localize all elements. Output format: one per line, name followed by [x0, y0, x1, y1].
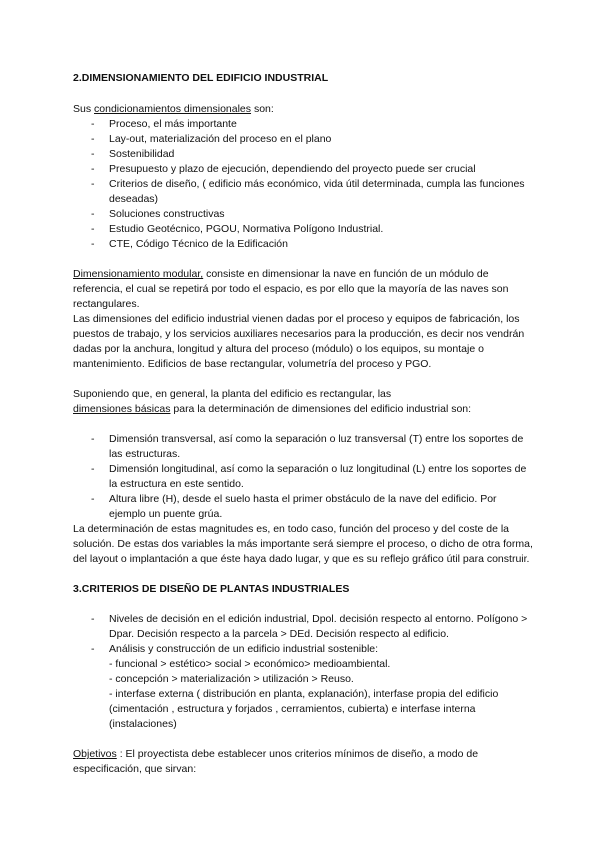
document-content — [73, 71, 533, 777]
list-item: - Soluciones constructivas — [73, 207, 533, 222]
list-item: - Proceso, el más importante — [73, 117, 533, 132]
dimensions-list — [73, 432, 533, 522]
basic-dimensions-line: Suponiendo que, en general, la planta del edificio es rectangular, las — [73, 388, 392, 400]
objectives-term: Objetivos — [73, 748, 117, 760]
criteria-list — [73, 612, 533, 732]
sustainable-heading: - Análisis y construcción de un edificio industrial sostenible: — [109, 643, 379, 655]
modular-term: Dimensionamiento modular, — [73, 268, 204, 280]
basic-dimensions-text: para la determinación de dimensiones del edificio industrial son: — [170, 403, 472, 415]
sustainable-line: - concepción > materialización > utilización > Reuso. — [109, 673, 354, 685]
section-2-title: 2.DIMENSIONAMIENTO DEL EDIFICIO INDUSTRIAL — [73, 72, 329, 84]
list-item: - Estudio Geotécnico, PGOU, Normativa Polígono Industrial. — [73, 222, 533, 237]
list-item: - CTE, Código Técnico de la Edificación — [73, 237, 533, 252]
dimensions-paragraph: Las dimensiones del edificio industrial vienen dadas por el proceso y equipos de fabricación, los puestos de trabajo, y los servicios auxiliares necesarios para la producción, es decir nos vendrán dadas por la anchura, longitud y altura del proceso (módulo) o los equipos, su montaje o mantenimiento. Edificios de base rectangular, volumetría del proceso y PGO. — [73, 313, 525, 370]
sustainable-line: - funcional > estético> social > económico> medioambiental. — [109, 658, 391, 670]
sustainable-line: - interfase externa ( distribución en planta, explanación), interfase propia del edificio (cimentación , estructura y forjados , cerramientos, cubierta) e interfase interna (instalaciones) — [109, 688, 499, 730]
conditioning-list — [73, 117, 533, 252]
list-item — [73, 642, 533, 732]
basic-dimensions-paragraph — [73, 387, 533, 417]
list-item: - Dimensión transversal, así como la separación o luz transversal (T) entre los soportes de las estructuras. — [73, 432, 533, 462]
intro-underlined: condicionamientos dimensionales — [94, 103, 252, 115]
modular-paragraph — [73, 267, 533, 312]
magnitudes-paragraph: La determinación de estas magnitudes es, en todo caso, función del proceso y del coste de la solución. De estas dos variables la más importante será siempre el proceso, o dicho de otra forma, del layout o implantación a que éste haya dado lugar, y que es su reflejo gráfico útil para construir. — [73, 523, 533, 565]
basic-dimensions-term: dimensiones básicas — [73, 403, 171, 415]
objectives-paragraph — [73, 747, 533, 777]
intro-post: son: — [251, 103, 274, 115]
conditioning-intro — [73, 102, 533, 117]
list-item: - Presupuesto y plazo de ejecución, dependiendo del proyecto puede ser crucial — [73, 162, 533, 177]
objectives-text: : El proyectista debe establecer unos criterios mínimos de diseño, a modo de especificación, que sirvan: — [73, 748, 479, 775]
list-item: - Altura libre (H), desde el suelo hasta el primer obstáculo de la nave del edificio. Por ejemplo un puente grúa. — [73, 492, 533, 522]
section-3-title: 3.CRITERIOS DE DISEÑO DE PLANTAS INDUSTRIALES — [73, 583, 350, 595]
list-item: - Criterios de diseño, ( edificio más económico, vida útil determinada, cumpla las funciones deseadas) — [73, 177, 533, 207]
intro-pre: Sus — [73, 103, 95, 115]
list-item: - Lay-out, materialización del proceso en el plano — [73, 132, 533, 147]
modular-text: consiste en dimensionar la nave en función de un módulo de referencia, el cual se repetirá por todo el espacio, es por ello que la mayoría de las naves son rectangulares. — [73, 268, 509, 310]
list-item: - Sostenibilidad — [73, 147, 533, 162]
list-item: - Niveles de decisión en el edición industrial, Dpol. decisión respecto al entorno. Polígono > Dpar. Decisión respecto a la parcela > DEd. Decisión respecto al edificio. — [73, 612, 533, 642]
list-item: - Dimensión longitudinal, así como la separación o luz longitudinal (L) entre los soportes de la estructura en este sentido. — [73, 462, 533, 492]
